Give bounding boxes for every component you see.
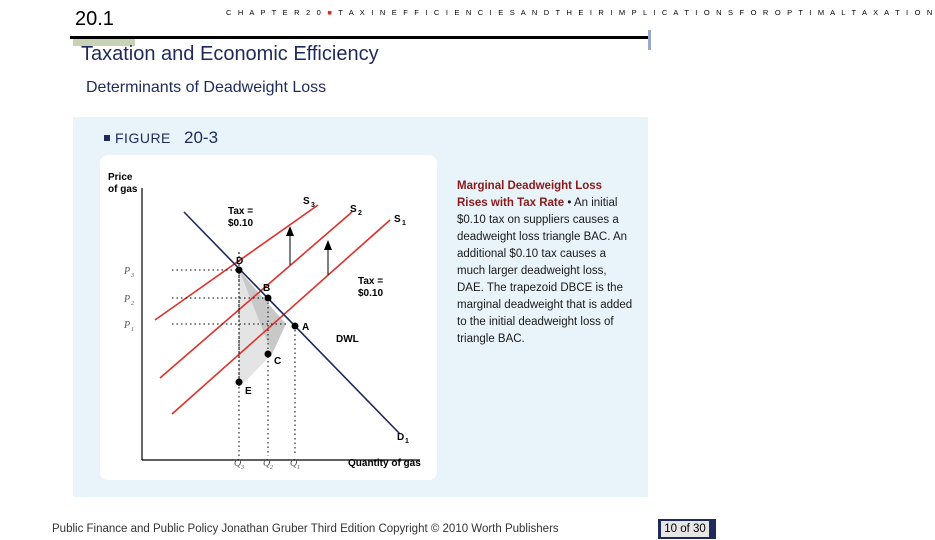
tick-q2-sub: 2 <box>270 465 273 471</box>
tax-label-top-1: Tax = <box>228 206 254 217</box>
tick-q3-sub: 3 <box>241 465 244 471</box>
section-number: 20.1 <box>75 8 114 30</box>
figure-bullet-icon <box>104 135 110 141</box>
page-number: 10 of 30 <box>661 521 709 537</box>
label-d1: D <box>397 432 405 443</box>
tick-q2: Q <box>263 458 271 469</box>
caption-title: Marginal Deadweight Loss Rises with Tax Rate <box>457 180 603 209</box>
tick-q3: Q <box>234 458 242 469</box>
dwl-label: DWL <box>336 334 359 345</box>
point-label-e: E <box>245 386 252 397</box>
label-s3: S <box>303 196 310 207</box>
header-rule <box>70 36 648 39</box>
point-label-a: A <box>302 322 310 333</box>
tax-label-top-2: $0.10 <box>228 218 254 229</box>
page-indicator <box>658 519 716 539</box>
footer-credit: Public Finance and Public Policy Jonathan Gruber Third Edition Copyright © 2010 Worth Publishers <box>52 523 559 535</box>
figure-caption <box>457 178 635 348</box>
tick-q1-sub: 1 <box>297 465 300 471</box>
point-b <box>265 295 272 302</box>
chapter-label: C H A P T E R 2 0 <box>226 8 324 17</box>
point-e <box>236 379 243 386</box>
demand-curve-d1 <box>184 212 400 434</box>
label-d1-sub: 1 <box>405 438 409 445</box>
supply-curve-s1 <box>172 220 390 414</box>
point-c <box>265 351 272 358</box>
chapter-separator: ■ <box>327 8 335 17</box>
tick-q1: Q <box>290 458 298 469</box>
point-a <box>292 323 299 330</box>
point-label-c: C <box>274 356 282 367</box>
axis-y-label-1: Price <box>108 172 133 183</box>
point-label-b: B <box>263 283 271 294</box>
figure-label-text: FIGURE <box>115 130 171 146</box>
figure-label <box>104 130 171 146</box>
point-d <box>236 267 243 274</box>
tick-p3-sub: 3 <box>131 273 134 279</box>
tick-p2: P <box>124 294 131 305</box>
chapter-header <box>226 8 935 17</box>
tick-p2-sub: 2 <box>131 301 134 307</box>
axis-x-label: Quantity of gas <box>348 458 421 469</box>
caption-body: • An initial $0.10 tax on suppliers causes a deadweight loss triangle BAC. An additional $0.10 tax causes a much larger deadweight loss, DAE. The trapezoid DBCE is the marginal deadweight that is added to the initial deadweight loss of triangle BAC. <box>457 197 633 345</box>
label-s3-sub: 3 <box>311 202 315 209</box>
header-rule-accent <box>648 30 651 50</box>
point-label-d: D <box>236 256 244 267</box>
tax-label-right-1: Tax = <box>358 276 384 287</box>
tax-arrow-right-head <box>324 240 332 250</box>
slide-title: Taxation and Economic Efficiency <box>81 43 379 65</box>
deadweight-loss-diagram <box>100 160 430 475</box>
label-s2-sub: 2 <box>358 210 362 217</box>
label-s1: S <box>394 214 401 225</box>
axis-y-label-2: of gas <box>108 184 138 195</box>
slide-subtitle: Determinants of Deadweight Loss <box>86 79 327 96</box>
tax-label-right-2: $0.10 <box>358 288 384 299</box>
label-s2: S <box>350 204 357 215</box>
tick-p1: P <box>124 320 131 331</box>
tick-p3: P <box>124 266 131 277</box>
tick-p1-sub: 1 <box>131 327 134 333</box>
label-s1-sub: 1 <box>402 220 406 227</box>
chapter-title: T A X I N E F F I C I E N C I E S A N D T H E I R I M P L I C A T I O N S F O R O P T I M A L T A X A T I O N <box>338 8 935 17</box>
figure-number: 20-3 <box>184 128 219 147</box>
